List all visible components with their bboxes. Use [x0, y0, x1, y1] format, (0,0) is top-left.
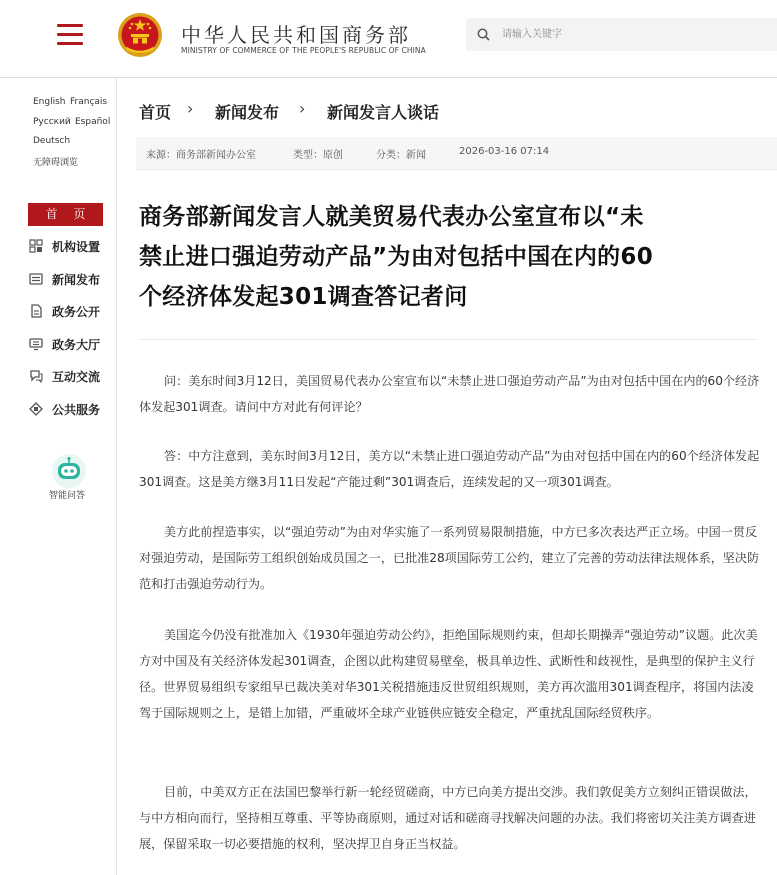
breadcrumb-spokesperson[interactable]: 新闻发言人谈话 — [327, 103, 440, 122]
meta-type: 类型：原创 — [293, 150, 343, 161]
site-subtitle: MINISTRY OF COMMERCE OF THE PEOPLE'S REPUBLIC OF CHINA — [181, 46, 426, 55]
lang-french[interactable]: Français — [70, 97, 108, 107]
home-button[interactable]: 首 页 — [28, 203, 103, 226]
menu-icon[interactable] — [57, 24, 83, 46]
meta-category: 分类：新闻 — [376, 150, 426, 161]
article-paragraph: 目前，中美双方正在法国巴黎举行新一轮经贸磋商，中方已向美方提出交涉。我们敦促美方立刻纠正错误做法，与中方相向而行，坚持相互尊重、平等协商原则，通过对话和磋商寻找解决问题的办法。我们将密切关注美方调查进展，保留采取一切必要措施的权利，坚决捍卫自身正当权益。 — [139, 785, 757, 851]
site-title: 中华人民共和国商务部 — [181, 23, 411, 47]
meta-datetime: 2026-03-16 07:14 — [459, 146, 550, 157]
nav-item-gov-hall[interactable] — [29, 334, 100, 354]
site-header — [0, 0, 777, 78]
article-paragraph: 答：中方注意到，美东时间3月12日，美方以“未禁止进口强迫劳动产品”为由对包括中国在内的60个经济体发起301调查。这是美方继3月11日发起“产能过剩”301调查后，连续发起的又一项301调查。 — [139, 449, 760, 489]
article-paragraph: 美国迄今仍没有批准加入《1930年强迫劳动公约》，拒绝国际规则约束，但却长期操弄“强迫劳动”议题。此次美方对中国及有关经济体发起301调查，企图以此构建贸易壁垒，极具单边性、武断性和歧视性，是典型的保护主义行径。世界贸易组织专家组早已裁决美对华301关税措施违反世贸组织规则，美方再次滥用301调查程序，将国内法凌驾于国际规则之上，是错上加错，严重破坏全球产业链供应链安全稳定，严重扰乱国际经贸秩序。 — [139, 628, 758, 720]
article-title-line: 禁止进口强迫劳动产品”为由对包括中国在内的60 — [139, 244, 654, 270]
lang-german[interactable]: Deutsch — [33, 136, 71, 146]
breadcrumb-news[interactable]: 新闻发布 — [215, 103, 280, 122]
nav-item-news[interactable] — [29, 269, 100, 289]
national-emblem-icon[interactable] — [117, 12, 163, 58]
sidebar — [0, 78, 117, 875]
search-icon[interactable] — [477, 28, 490, 41]
nav-item-interaction[interactable] — [29, 366, 100, 386]
breadcrumb-home[interactable]: 首页 — [139, 103, 172, 122]
hall-monitor-icon — [29, 337, 43, 351]
article-meta-bar — [136, 137, 777, 170]
title-divider — [139, 339, 756, 340]
nav-item-label: 互动交流 — [52, 369, 101, 384]
news-icon — [29, 272, 43, 286]
article-title — [139, 197, 764, 317]
nav-item-org[interactable] — [29, 236, 100, 256]
nav-item-label: 政务大厅 — [52, 337, 101, 352]
article-paragraph: 问：美东时间3月12日，美国贸易代表办公室宣布以“未禁止进口强迫劳动产品”为由对包括中国在内的60个经济体发起301调查。请问中方对此有何评论？ — [139, 374, 760, 414]
article-title-line: 个经济体发起301调查答记者问 — [139, 284, 468, 310]
nav-item-label: 机构设置 — [52, 239, 101, 254]
chat-icon — [29, 369, 43, 383]
lang-english[interactable]: English — [33, 97, 66, 107]
accessibility-link[interactable]: 无障碍浏览 — [33, 158, 79, 168]
robot-icon[interactable] — [51, 453, 87, 489]
meta-source: 来源：商务部新闻办公室 — [146, 150, 256, 161]
service-icon — [29, 402, 43, 416]
lang-spanish[interactable]: Español — [75, 117, 111, 127]
search-input[interactable] — [502, 23, 762, 45]
document-icon — [29, 304, 43, 318]
chevron-right-icon: › — [299, 99, 306, 118]
nav-item-label: 政务公开 — [52, 304, 101, 319]
nav-item-gov-affairs[interactable] — [29, 301, 100, 321]
assistant-label[interactable]: 智能问答 — [49, 491, 86, 501]
org-chart-icon — [29, 239, 43, 253]
search-box — [466, 18, 777, 51]
nav-item-public-service[interactable] — [29, 399, 100, 419]
nav-item-label: 新闻发布 — [52, 272, 101, 287]
article-paragraph: 美方此前捏造事实，以“强迫劳动”为由对华实施了一系列贸易限制措施，中方已多次表达严正立场。中国一贯反对强迫劳动，是国际劳工组织创始成员国之一，已批准28项国际劳工公约，建立了完善的劳动法律法规体系，坚决防范和打击强迫劳动行为。 — [139, 525, 760, 591]
article-title-line: 商务部新闻发言人就美贸易代表办公室宣布以“未 — [139, 204, 644, 230]
chevron-right-icon: › — [187, 99, 194, 118]
lang-russian[interactable]: Русский — [33, 117, 71, 127]
nav-item-label: 公共服务 — [52, 402, 101, 417]
